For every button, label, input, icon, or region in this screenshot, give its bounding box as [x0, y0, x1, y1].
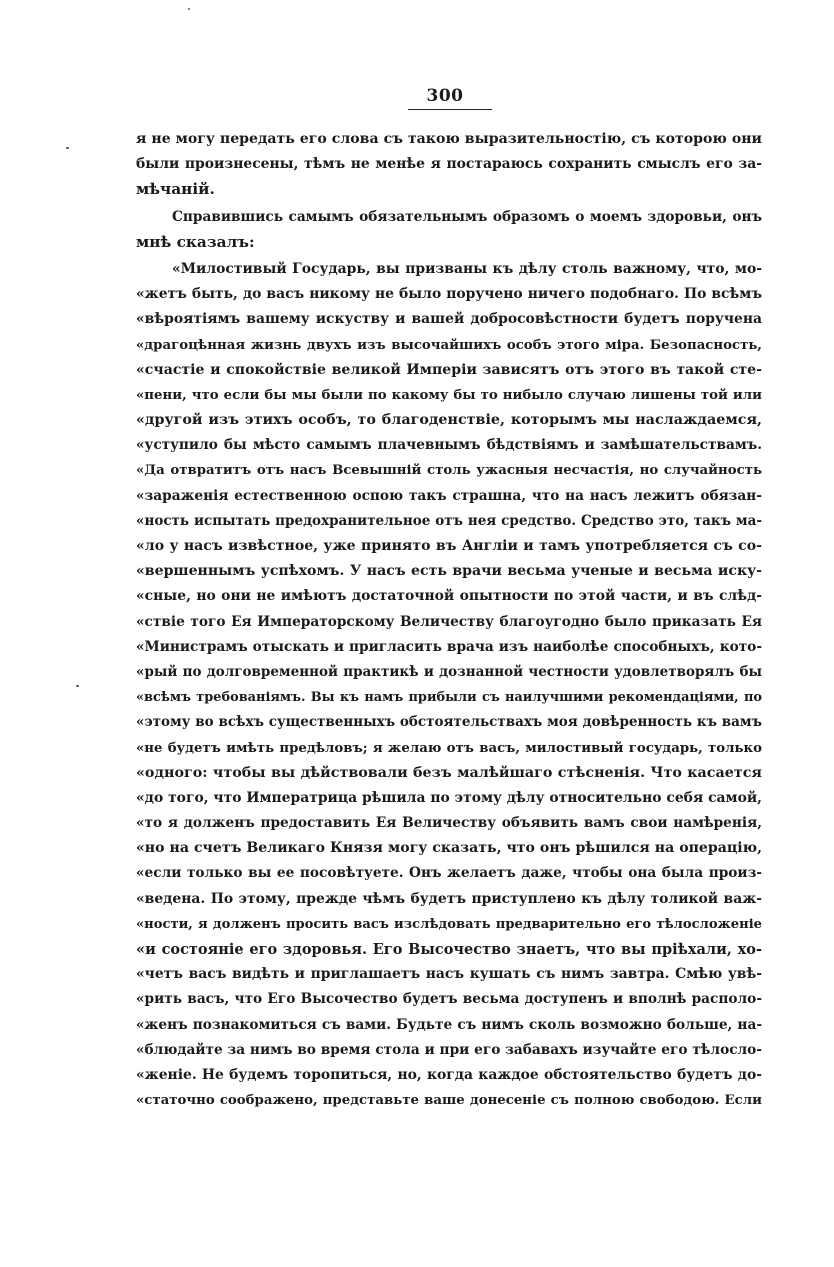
text-line: «но на счетъ Великаго Князя могу сказать, что онъ рѣшился на операцію, — [136, 840, 762, 857]
text-line: мѣчаній. — [136, 180, 215, 199]
text-line: «зараженія естественною оспою такъ страшна, что на насъ лежитъ обязан- — [136, 487, 762, 504]
page-number: 300 — [426, 86, 464, 106]
text-line: «ность испытать предохранительное отъ нея средство. Средство это, такъ ма- — [136, 512, 762, 529]
text-line: «сные, но они не имѣютъ достаточной опытности по этой части, и въ слѣд- — [136, 588, 762, 605]
text-line: «этому во всѣхъ существенныхъ обстоятельствахъ моя довѣренность къ вамъ — [136, 714, 762, 731]
text-line: «драгоцѣнная жизнь двухъ изъ высочайшихъ особъ этого міра. Безопасность, — [136, 337, 762, 353]
text-line: «и состояніе его здоровья. Его Высочество знаетъ, что вы пріѣхали, хо- — [136, 941, 762, 958]
text-line: «то я долженъ предоставить Ея Величеству объявить вамъ свои намѣренія, — [136, 815, 762, 832]
text-line: мнѣ сказалъ: — [136, 232, 255, 251]
text-line: «рить васъ, что Его Высочество будетъ весьма доступенъ и вполнѣ располо- — [136, 991, 762, 1008]
text-line: «Министрамъ отыскать и пригласить врача изъ наиболѣе способныхъ, кото- — [136, 638, 762, 655]
text-line: «до того, что Императрица рѣшила по этому дѣлу относительно себя самой, — [136, 789, 762, 806]
text-line: «Да отвратитъ отъ насъ Всевышній столь ужасныя несчастія, но случайность — [136, 463, 762, 479]
text-line: «одного: чтобы вы дѣйствовали безъ малѣйшаго стѣсненія. Что касается — [136, 764, 762, 781]
text-line: «другой изъ этихъ особъ, то благоденствіе, которымъ мы наслаждаемся, — [136, 412, 762, 429]
text-line: «женъ познакомиться съ вами. Будьте съ нимъ сколь возможно больше, на- — [136, 1016, 762, 1033]
text-line: я не могу передать его слова съ такою выразительностію, съ которою они — [136, 131, 762, 147]
text-line: «не будетъ имѣть предѣловъ; я желаю отъ васъ, милостивый государь, только — [136, 740, 762, 756]
text-line: «уступило бы мѣсто самымъ плачевнымъ бѣдствіямъ и замѣшательствамъ. — [136, 437, 762, 454]
print-speck — [66, 147, 69, 149]
print-speck — [188, 8, 190, 10]
text-line: «счастіе и спокойствіе великой Имперіи зависятъ отъ этого въ такой сте- — [136, 361, 762, 378]
paragraph — [136, 257, 762, 1113]
text-line: «ло у насъ извѣстное, уже принято въ Англіи и тамъ употребляется съ со- — [136, 538, 762, 554]
text-line: «ствіе того Ея Императорскому Величеству благоугодно было приказать Ея — [136, 613, 762, 630]
text-line: «четъ васъ видѣть и приглашаетъ насъ кушать съ нимъ завтра. Смѣю увѣ- — [136, 966, 762, 983]
text-line: «статочно соображено, представьте ваше донесеніе съ полною свободою. Если — [136, 1093, 762, 1109]
text-line: «рый по долговременной практикѣ и дознанной честности удовлетворялъ бы — [136, 663, 762, 680]
page-number-rule — [408, 109, 492, 110]
text-line: «вѣроятіямъ вашему искуству и вашей добросовѣстности будетъ поручена — [136, 311, 762, 328]
print-speck — [76, 685, 79, 687]
text-line: «пени, что если бы мы были по какому бы то нибыло случаю лишены той или — [136, 387, 762, 403]
text-line: Справившись самымъ обязательнымъ образомъ о моемъ здоровьи, онъ — [172, 208, 762, 225]
text-line: «ведена. По этому, прежде чѣмъ будетъ приступлено къ дѣлу толикой важ- — [136, 890, 762, 907]
text-line: «всѣмъ требованіямъ. Вы къ намъ прибыли съ наилучшими рекомендаціями, по — [136, 690, 762, 706]
paragraph — [136, 127, 762, 203]
text-line: «женіе. Не будемъ торопиться, но, когда каждое обстоятельство будетъ до- — [136, 1066, 762, 1083]
text-line: «жетъ быть, до васъ никому не было поручено ничего подобнаго. По всѣмъ — [136, 286, 762, 303]
text-line: «ности, я долженъ просить васъ изслѣдовать предварительно его тѣлосложеніе — [136, 916, 762, 932]
text-line: «вершеннымъ успѣхомъ. У насъ есть врачи весьма ученые и весьма иску- — [136, 563, 762, 580]
paragraph — [136, 205, 762, 255]
text-line: были произнесены, тѣмъ не менѣе я постараюсь сохранить смыслъ его за- — [136, 156, 762, 173]
text-line: «если только вы ее посовѣтуете. Онъ желаетъ даже, чтобы она была произ- — [136, 865, 762, 882]
text-line: «Милостивый Государь, вы призваны къ дѣлу столь важному, что, мо- — [172, 260, 762, 277]
body-text — [136, 127, 762, 1113]
text-line: «блюдайте за нимъ во время стола и при его забавахъ изучайте его тѣлосло- — [136, 1041, 762, 1058]
